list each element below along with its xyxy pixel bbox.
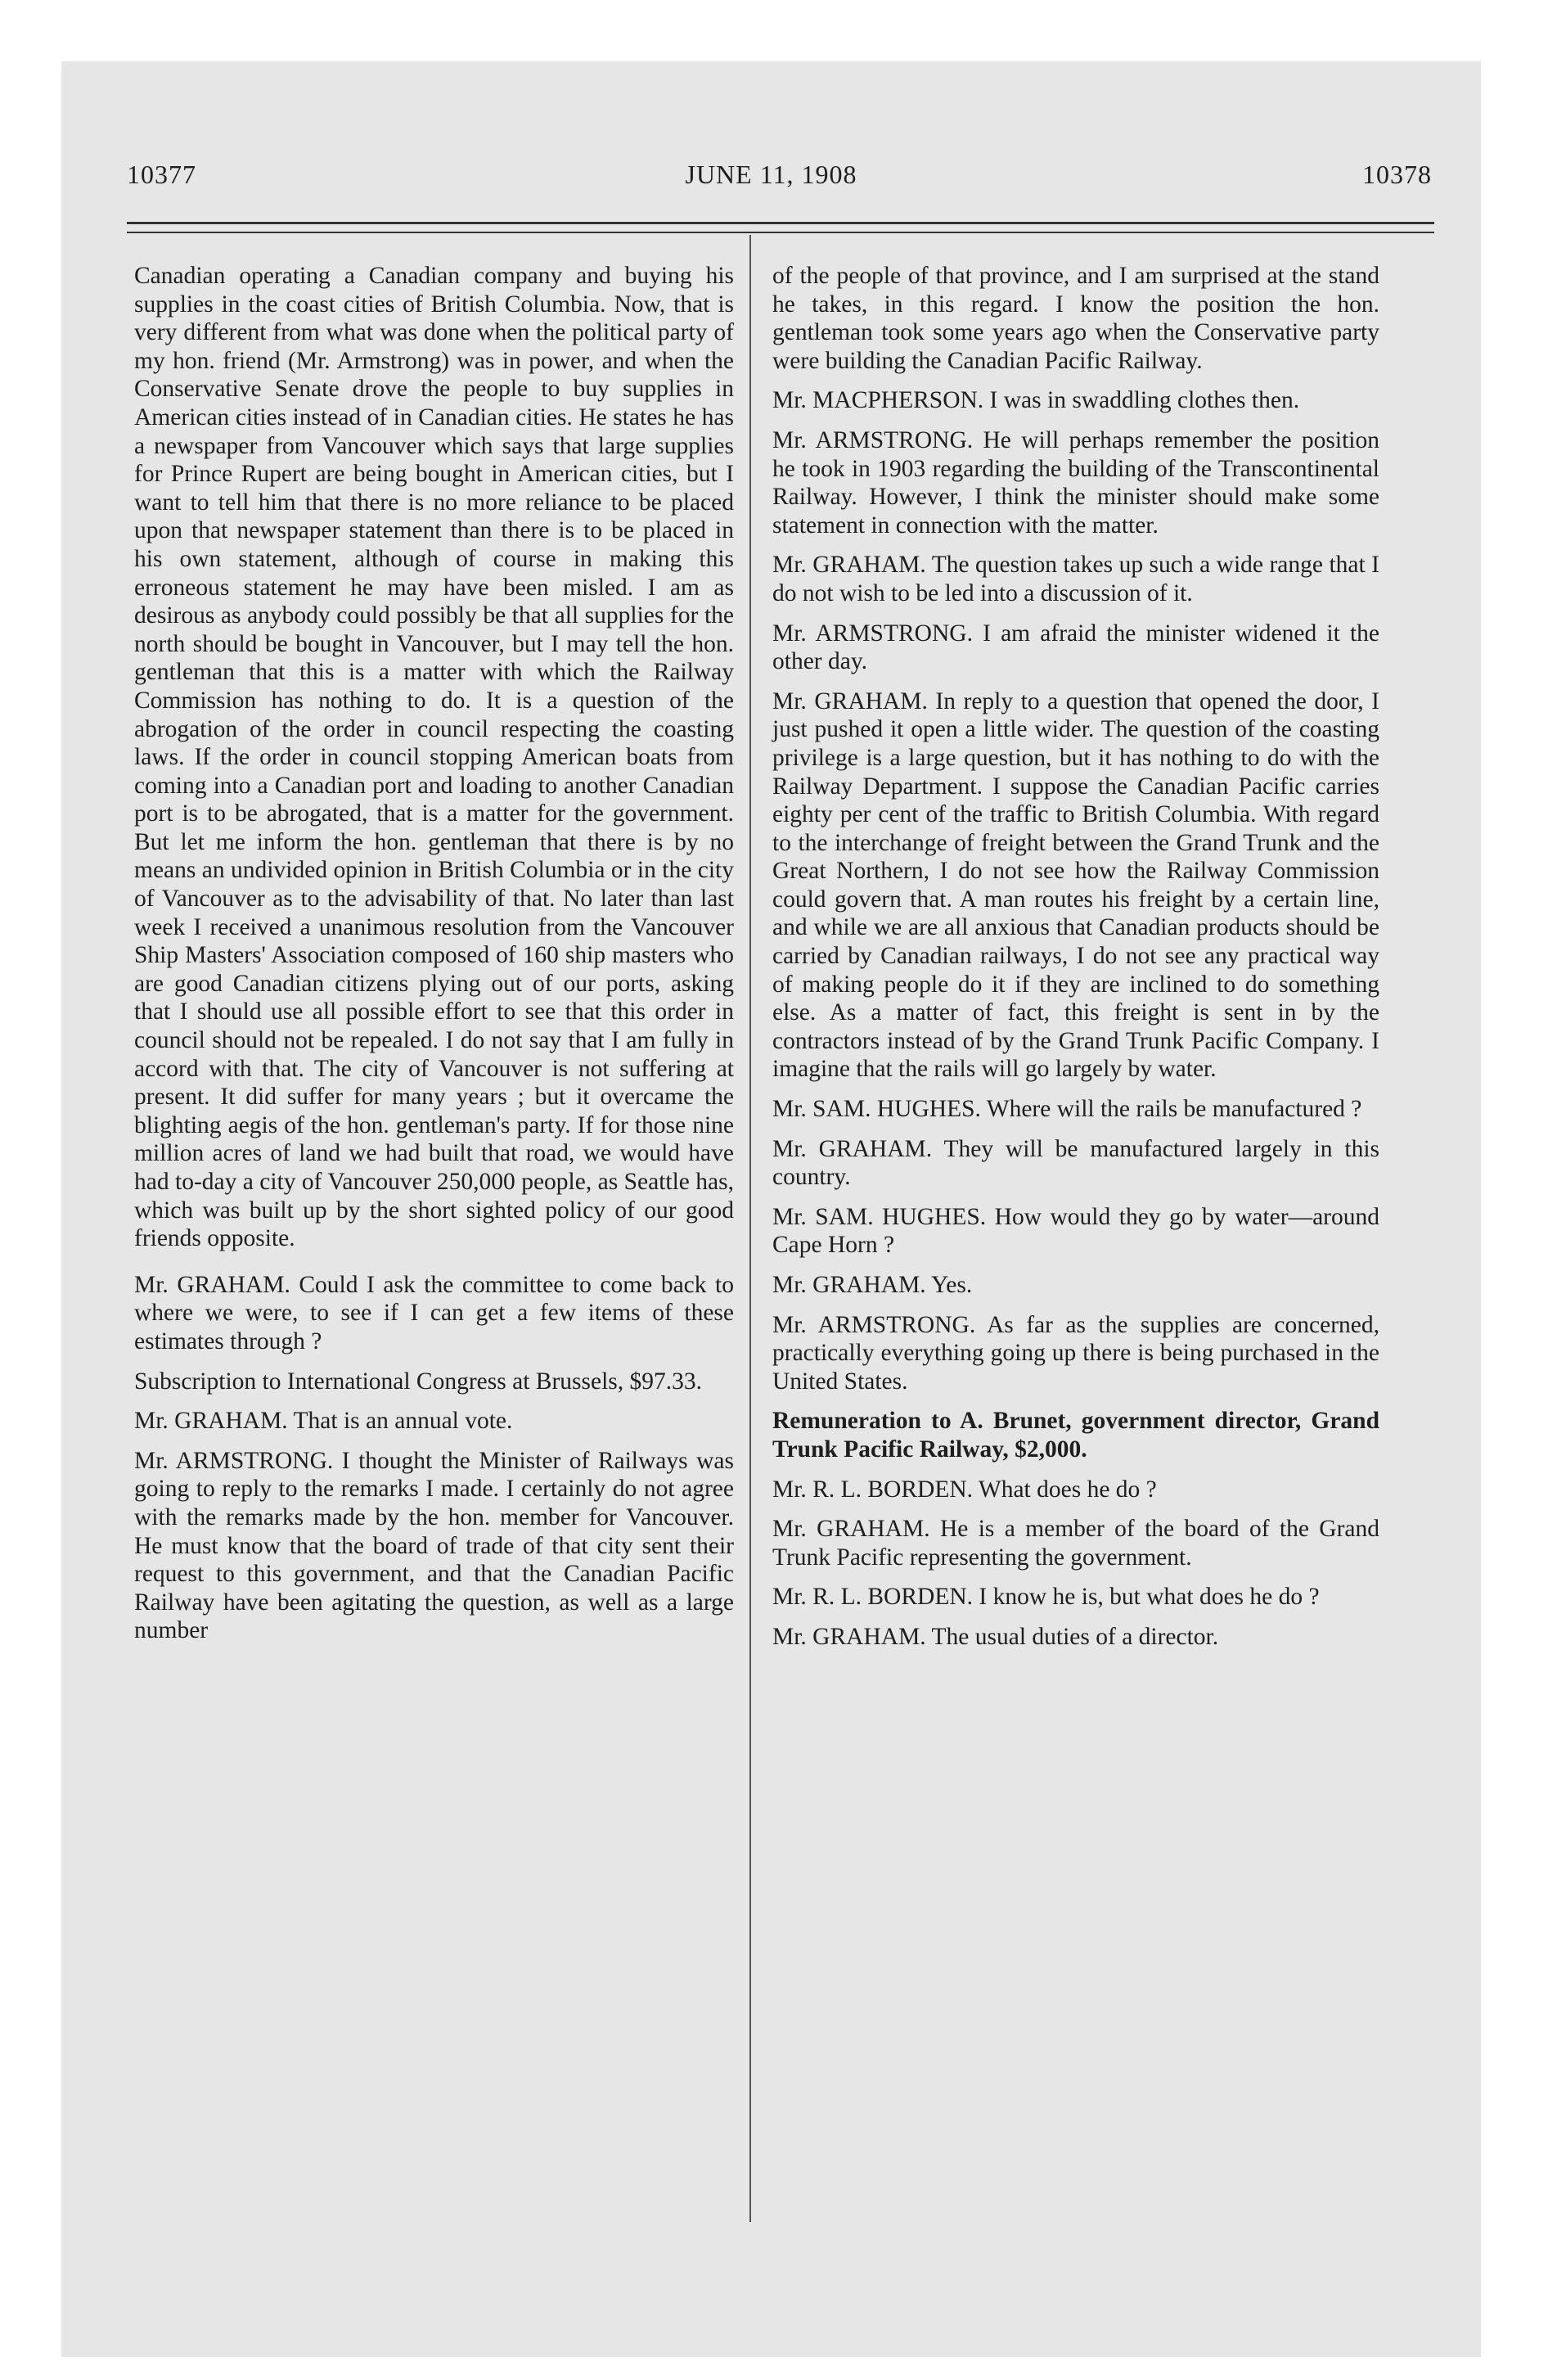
paragraph: Mr. GRAHAM. In reply to a question that opened the door, I just pushed it open a little wider. The question of the coasting privilege is a large question, but it has nothing to do with the Railway Department. I suppose the Canadian Pacific carries eighty per cent of the traffic to British Columbia. With regard to the interchange of freight between the Grand Trunk and the Great Northern, I do not see how the Railway Commission could govern that. A man routes his freight by a certain line, and while we are all anxious that Canadian products should be carried by Canadian railways, I do not see any practical way of making people do it if they are inclined to do something else. As a matter of fact, this freight is sent in by the contractors instead of by the Grand Trunk Pacific Company. I imagine that the rails will go largely by water.	[772, 687, 1379, 1083]
paragraph: Mr. ARMSTRONG. I am afraid the minister widened it the other day.	[772, 620, 1379, 675]
right-column	[772, 262, 1379, 1663]
paragraph: Mr. R. L. BORDEN. What does he do ?	[772, 1476, 1157, 1503]
estimate-item: Remuneration to A. Brunet, government director, Grand Trunk Pacific Railway, $2,000.	[772, 1408, 1379, 1463]
scanned-page	[61, 61, 1481, 2357]
paragraph: Mr. ARMSTRONG. As far as the supplies are concerned, practically everything going up there is being purchased in the United States.	[772, 1311, 1379, 1395]
paragraph: Mr. GRAHAM. That is an annual vote.	[134, 1408, 513, 1435]
paragraph: of the people of that province, and I am surprised at the stand he takes, in this regard. I know the position the hon. gentleman took some years ago when the Conservative party were building the Canadian Pacific Railway.	[772, 263, 1379, 374]
paragraph: Mr. GRAHAM. The usual duties of a director.	[772, 1623, 1219, 1650]
paragraph: Mr. MACPHERSON. I was in swaddling clothes then.	[772, 387, 1300, 414]
left-page-number: 10377	[127, 160, 196, 189]
paragraph: Canadian operating a Canadian company and buying his supplies in the coast cities of British Columbia. Now, that is very different from what was done when the political party of my hon. friend (Mr. Armstrong) was in power, and when the Conservative Senate drove the people to buy supplies in American cities instead of in Canadian cities. He states he has a newspaper from Vancouver which says that large supplies for Prince Rupert are being bought in American cities, but I want to tell him that there is no more reliance to be placed upon that newspaper statement than there is to be placed in his own statement, although of course in making this erroneous statement he may have been misled. I am as desirous as anybody could possibly be that all supplies for the north should be bought in Vancouver, but I may tell the hon. gentleman that this is a matter with which the Railway Commission has nothing to do. It is a question of the abrogation of the order in council respecting the coasting laws. If the order in council stopping American boats from coming into a Canadian port and loading to another Canadian port is to be abrogated, that is a matter for the government. But let me inform the hon. gentleman that there is by no means an undivided opinion in British Columbia or in the city of Vancouver as to the advisability of that. No later than last week I received a unanimous resolution from the Vancouver Ship Masters' Association composed of 160 ship masters who are good Canadian citizens plying out of our ports, asking that I should use all possible effort to see that this order in council should not be repealed. I do not say that I am fully in accord with that. The city of Vancouver is not suffering at present. It did suffer for many years ; but it overcame the blighting aegis of the hon. gentleman's party. If for those nine million acres of land we had built that road, we would have had to-day a city of Vancouver 250,000 people, as Seattle has, which was built up by the short sighted policy of our good friends opposite.	[134, 263, 734, 1252]
paragraph: Mr. SAM. HUGHES. Where will the rails be manufactured ?	[772, 1096, 1362, 1123]
right-page-number: 10378	[1362, 160, 1432, 189]
paragraph: Mr. SAM. HUGHES. How would they go by water—around Cape Horn ?	[772, 1203, 1379, 1259]
paragraph: Mr. ARMSTRONG. He will perhaps remember the position he took in 1903 regarding the building of the Transcontinental Railway. However, I think the minister should make some statement in connection with the matter.	[772, 426, 1379, 539]
paragraph: Mr. GRAHAM. The question takes up such a wide range that I do not wish to be led into a discussion of it.	[772, 552, 1379, 606]
header-rule	[127, 222, 1434, 233]
paragraph: Mr. GRAHAM. Yes.	[772, 1272, 973, 1298]
paragraph: Mr. ARMSTRONG. I thought the Minister of Railways was going to reply to the remarks I made. I certainly do not agree with the remarks made by the hon. member for Vancouver. He must know that the board of trade of that city sent their request to this government, and that the Canadian Pacific Railway have been agitating the question, as well as a large number	[134, 1447, 734, 1644]
estimate-item: Subscription to International Congress at Brussels, $97.33.	[134, 1368, 702, 1395]
paragraph: Mr. GRAHAM. Could I ask the committee to come back to where we were, to see if I can get a few items of these estimates through ?	[134, 1271, 734, 1355]
left-column	[134, 262, 734, 1657]
paragraph: Mr. GRAHAM. He is a member of the board of the Grand Trunk Pacific representing the government.	[772, 1516, 1379, 1571]
column-divider	[749, 235, 751, 2222]
paragraph: Mr. GRAHAM. They will be manufactured largely in this country.	[772, 1135, 1379, 1191]
page-header	[61, 160, 1481, 201]
paragraph: Mr. R. L. BORDEN. I know he is, but what does he do ?	[772, 1584, 1320, 1611]
page-date: JUNE 11, 1908	[685, 160, 857, 189]
